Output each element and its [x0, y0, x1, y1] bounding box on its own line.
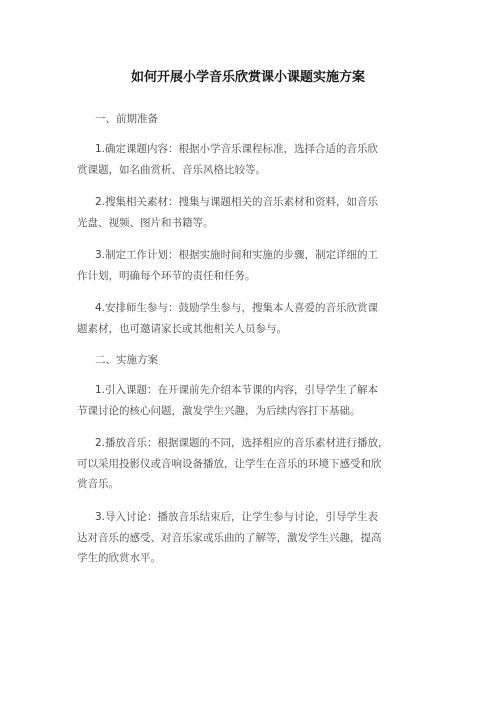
paragraph-line: 1.确定课题内容：根据小学音乐课程标准，选择合适的音乐欣 — [95, 143, 379, 155]
paragraph-line: 学生的欣赏水平。 — [77, 552, 161, 564]
paragraph-line: 2.搜集相关素材：搜集与课题相关的音乐素材和资料，如音乐 — [95, 196, 379, 208]
paragraph-line: 达对音乐的感受、对音乐家或乐曲的了解等，激发学生兴趣，提高 — [77, 531, 382, 544]
paragraph-line: 赏音乐。 — [77, 478, 119, 490]
paragraph-line: 2.播放音乐：根据课题的不同，选择相应的音乐素材进行播放， — [95, 437, 389, 449]
document-title: 如何开展小学音乐欣赏课小课题实施方案 — [130, 70, 365, 85]
section-heading-preparation: 一、前期准备 — [95, 113, 158, 125]
paragraph-line: 节课讨论的核心问题，激发学生兴趣，为后续内容打下基础。 — [77, 404, 361, 417]
paragraph-item-4 — [77, 298, 437, 339]
paragraph-line: 题素材，也可邀请家长或其他相关人员参与。 — [77, 322, 287, 335]
paragraph-line: 1.引入课题：在开课前先介绍本节课的内容，引导学生了解本 — [95, 384, 379, 396]
paragraph-line: 3.制定工作计划：根据实施时间和实施的步骤，制定详细的工 — [95, 249, 379, 261]
paragraph-item-2 — [77, 192, 437, 233]
paragraph-line: 光盘、视频、图片和书籍等。 — [77, 216, 214, 229]
paragraph-line: 4.安排师生参与：鼓励学生参与，搜集本人喜爱的音乐欣赏课 — [95, 302, 379, 314]
paragraph-item-7 — [77, 507, 437, 569]
paragraph-line: 作计划，明确每个环节的责任和任务。 — [77, 269, 256, 282]
paragraph-line: 3.导入讨论：播放音乐结束后，让学生参与讨论，引导学生表 — [95, 511, 379, 523]
paragraph-line: 可以采用投影仪或音响设备播放，让学生在音乐的环境下感受和欣 — [77, 457, 382, 470]
paragraph-line: 赏课题，如名曲赏析、音乐风格比较等。 — [77, 163, 266, 176]
paragraph-item-3 — [77, 245, 437, 286]
paragraph-item-1 — [77, 139, 437, 180]
paragraph-item-6 — [77, 433, 437, 495]
section-heading-implementation: 二、实施方案 — [95, 354, 158, 366]
paragraph-item-5 — [77, 380, 437, 421]
